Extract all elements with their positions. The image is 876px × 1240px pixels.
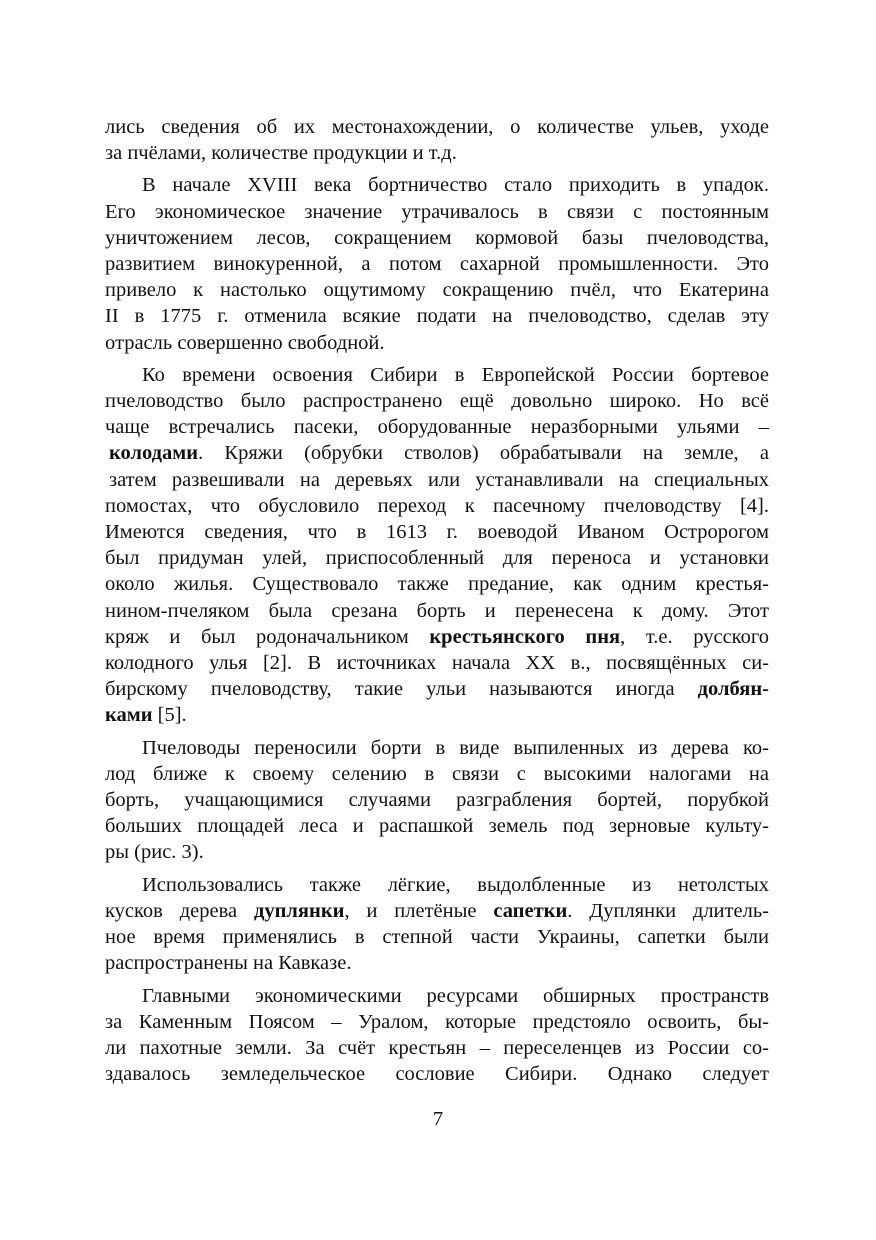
text-line: уничтожением лесов, сокращением кормовой базы пчеловодства, — [105, 226, 769, 249]
paragraph — [105, 983, 769, 1088]
text-line: больших площадей леса и распашкой земель под зерновые культу- — [105, 815, 769, 838]
text-line: за пчёлами, количестве продукции и т.д. — [105, 142, 457, 165]
text-line: ры (рис. 3). — [105, 841, 204, 864]
text-line: распространены на Кавказе. — [105, 952, 352, 975]
paragraph — [105, 172, 769, 355]
text-line — [105, 624, 769, 650]
bold-term: крестьянского пня — [429, 625, 621, 648]
text-line: Его экономическое значение утрачивалось в связи с постоянным — [105, 200, 769, 223]
text-line: здавалось земледельческое сословие Сибири. Однако следует — [105, 1063, 769, 1086]
text-line: борть, учащающимися случаями разграбления бортей, порубкой — [105, 789, 769, 812]
text-line: был придуман улей, приспособленный для переноса и установки — [105, 547, 769, 570]
text-line: развитием винокуренной, а потом сахарной промышленности. Это — [105, 253, 769, 276]
text-line: отрасль совершенно свободной. — [105, 331, 385, 354]
line-fragment: [5]. — [152, 704, 187, 727]
text-line: за Каменным Поясом – Уралом, которые предстояло освоить, бы- — [105, 1010, 769, 1033]
text-line: II в 1775 г. отменила всякие подати на пчеловодство, сделав эту — [105, 305, 769, 328]
text-line — [105, 702, 769, 728]
bold-term: дуплянки — [253, 899, 345, 922]
line-fragment: кряж и был родоначальником — [105, 625, 430, 648]
text-line: Использовались также лёгкие, выдолбленные из нетолстых — [142, 873, 769, 896]
line-fragment: , т.е. русского — [620, 625, 769, 648]
line-fragment: кусков дерева — [105, 899, 254, 922]
text-line: нином-пчеляком была срезана борть и перенесена к дому. Этот — [105, 599, 769, 622]
text-line: лись сведения об их местонахождении, о количестве ульев, уходе — [105, 116, 769, 138]
line-fragment: , и плетёные — [344, 899, 494, 922]
text-line: колодного улья [2]. В источниках начала ХХ в., посвящённых си- — [105, 652, 769, 675]
line-fragment: . Кряжи (обрубки стволов) обрабатывали на земле, а — [198, 442, 769, 465]
text-line: Пчеловоды переносили борти в виде выпиленных из дерева ко- — [142, 736, 769, 759]
text-line: помостах, что обусловило переход к пасечному пчеловодству [4]. — [105, 494, 769, 517]
text-line: лод ближе к своему селению в связи с высокими налогами на — [105, 762, 769, 785]
text-line — [105, 440, 769, 466]
paragraph — [105, 362, 769, 729]
text-line: Ко времени освоения Сибири в Европейской России бортевое — [142, 363, 769, 386]
text-line: ли пахотные земли. За счёт крестьян – переселенцев из России со- — [105, 1036, 769, 1059]
text-line: привело к настолько ощутимому сокращению пчёл, что Екатерина — [105, 279, 769, 302]
bold-term: сапетки — [493, 899, 568, 922]
page-number: 7 — [432, 1108, 444, 1130]
bold-term: долбян- — [697, 678, 769, 701]
line-fragment: бирскому пчеловодству, такие ульи называются иногда — [105, 678, 698, 701]
text-line: ное время применялись в степной части Украины, сапетки были — [105, 926, 769, 949]
paragraph — [105, 735, 769, 866]
line-fragment: . Дуплянки длитель- — [567, 899, 769, 922]
paragraph — [105, 872, 769, 977]
text-line — [105, 676, 769, 702]
text-line: Главными экономическими ресурсами обширных пространств — [142, 984, 769, 1007]
text-line — [105, 898, 769, 924]
text-line: затем развешивали на деревьях или устанавливали на специальных — [109, 468, 769, 491]
text-line: пчеловодство было распространено ещё довольно широко. Но всё — [105, 390, 769, 413]
bold-term: колодами — [109, 442, 199, 465]
page-text — [105, 114, 769, 1093]
paragraph — [105, 114, 769, 166]
text-line: чаще встречались пасеки, оборудованные неразборными ульями – — [105, 416, 769, 439]
text-line: около жилья. Существовало также предание, как одним крестья- — [105, 573, 769, 596]
text-line: Имеются сведения, что в 1613 г. воеводой Иваном Остророгом — [105, 521, 769, 544]
text-line: В начале XVIII века бортничество стало приходить в упадок. — [142, 174, 769, 197]
bold-term: ками — [105, 704, 153, 727]
